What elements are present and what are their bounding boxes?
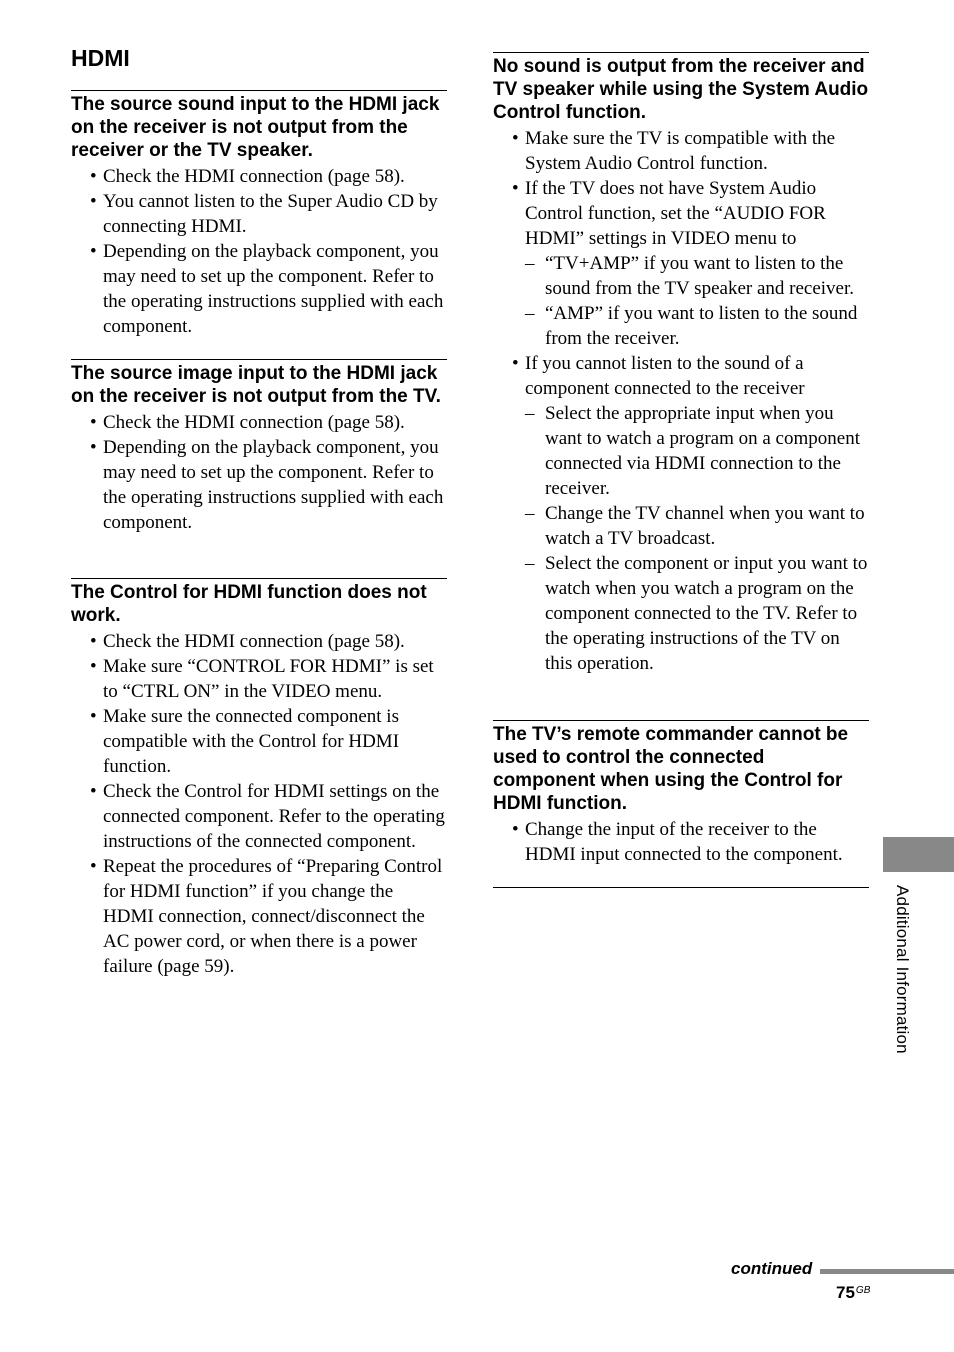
bullet-list [493, 126, 869, 676]
section-title: The TV’s remote commander cannot be used to control the connected component when using the Control for HDMI function. [493, 724, 849, 814]
bullet-list [71, 410, 447, 535]
page-title: HDMI [71, 45, 130, 71]
bullet-item: • You cannot listen to the Super Audio CD by connecting HDMI. [71, 189, 447, 239]
continued-bar [820, 1269, 954, 1274]
dash-item: – Select the component or input you want to watch when you watch a program on the component connected to the TV. Refer to the operating instructions of the TV on this operation. [525, 551, 869, 676]
dash-item: – Change the TV channel when you want to watch a TV broadcast. [525, 501, 869, 551]
bullet-item: • Depending on the playback component, you may need to set up the component. Refer to the operating instructions supplied with each component. [71, 239, 447, 339]
continued-label: continued [731, 1259, 813, 1278]
section-title: The Control for HDMI function does not work. [71, 582, 427, 626]
section-system-audio-control [493, 52, 869, 676]
bullet-item: • Make sure the connected component is compatible with the Control for HDMI function. [71, 704, 447, 779]
chapter-tab-marker [883, 837, 954, 872]
section-title: The source sound input to the HDMI jack on the receiver is not output from the receiver or the TV speaker. [71, 94, 440, 161]
dash-item: – Select the appropriate input when you want to watch a program on a component connected via HDMI connection to the receiver. [525, 401, 869, 501]
bullet-item: • Check the HDMI connection (page 58). [71, 410, 447, 435]
bullet-item: • Make sure “CONTROL FOR HDMI” is set to “CTRL ON” in the VIDEO menu. [71, 654, 447, 704]
chapter-tab-text: Additional Information [893, 885, 912, 1054]
section-sound-not-output [71, 90, 447, 339]
section-control-for-hdmi [71, 578, 447, 979]
bullet-item: • Check the HDMI connection (page 58). [71, 629, 447, 654]
bullet-text: If the TV does not have System Audio Control function, set the “AUDIO FOR HDMI” settings in VIDEO menu to [525, 178, 826, 249]
dash-list [525, 251, 869, 351]
page-number-suffix: GB [855, 1285, 871, 1296]
chapter-tab-label [890, 885, 916, 1101]
section-title: No sound is output from the receiver and TV speaker while using the System Audio Control function. [493, 56, 869, 123]
bullet-text: If you cannot listen to the sound of a component connected to the receiver [525, 353, 805, 399]
page-number [836, 1282, 870, 1304]
bullet-list [493, 817, 869, 867]
page-number-value: 75 [836, 1283, 855, 1302]
section-image-not-output [71, 359, 447, 535]
bullet-item: • Make sure the TV is compatible with the System Audio Control function. [493, 126, 869, 176]
section-end-rule [493, 887, 869, 888]
dash-item: – “TV+AMP” if you want to listen to the sound from the TV speaker and receiver. [525, 251, 869, 301]
bullet-list [71, 164, 447, 339]
bullet-item [493, 176, 869, 351]
bullet-item: • Check the Control for HDMI settings on the connected component. Refer to the operating instructions of the connected component. [71, 779, 447, 854]
dash-item: – “AMP” if you want to listen to the sound from the receiver. [525, 301, 869, 351]
bullet-item [493, 351, 869, 676]
section-remote-commander [493, 720, 869, 867]
bullet-item: • Change the input of the receiver to the HDMI input connected to the component. [493, 817, 869, 867]
bullet-item: • Repeat the procedures of “Preparing Control for HDMI function” if you change the HDMI connection, connect/disconnect the AC power cord, or when there is a power failure (page 59). [71, 854, 447, 979]
section-title: The source image input to the HDMI jack on the receiver is not output from the TV. [71, 363, 441, 407]
bullet-list [71, 629, 447, 979]
bullet-item: • Depending on the playback component, you may need to set up the component. Refer to the operating instructions supplied with each component. [71, 435, 447, 535]
dash-list [525, 401, 869, 676]
bullet-item: • Check the HDMI connection (page 58). [71, 164, 447, 189]
